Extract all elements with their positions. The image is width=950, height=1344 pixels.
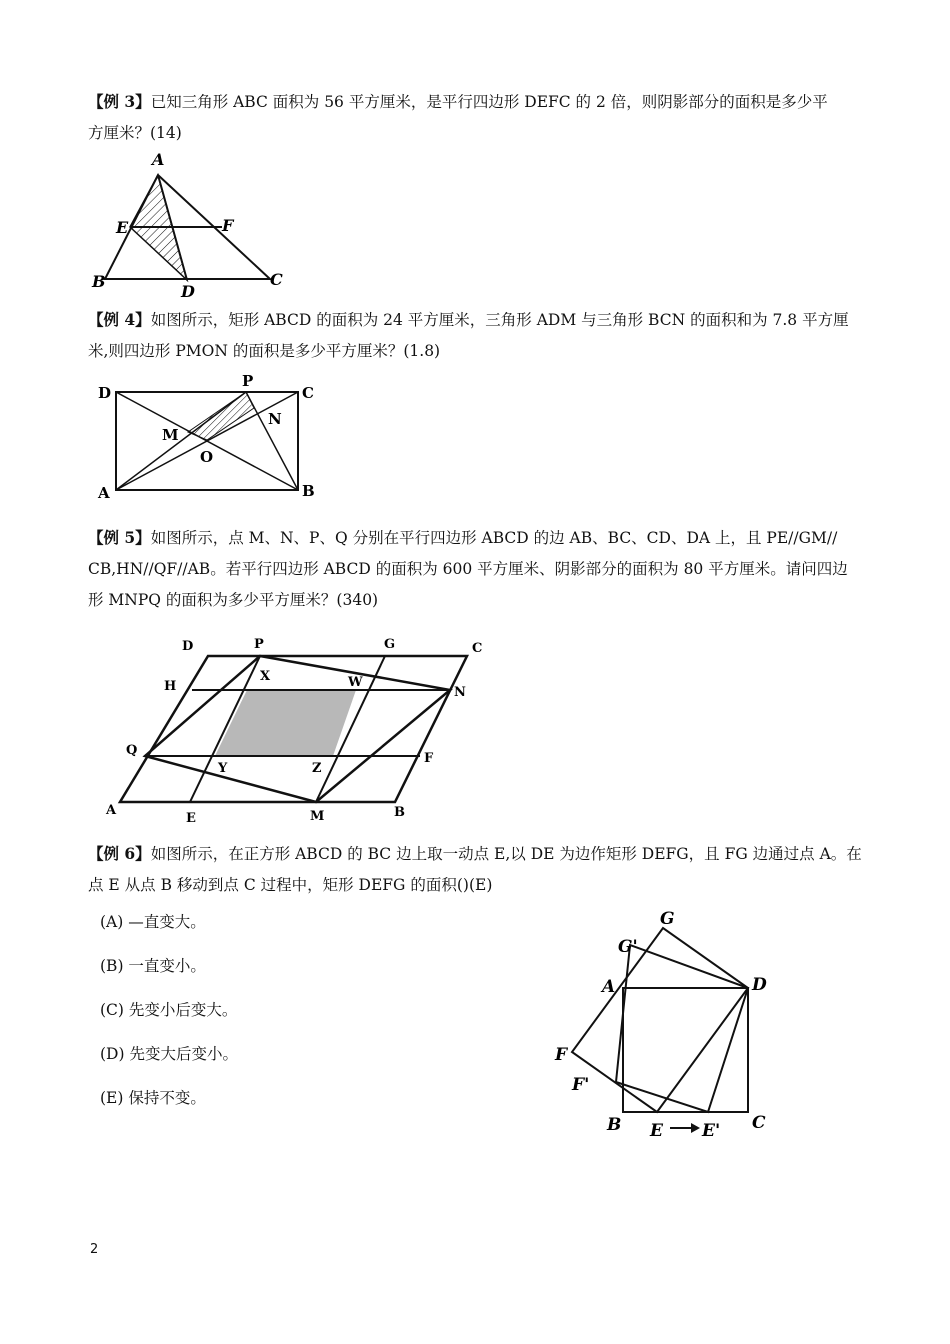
label-e: E [186, 811, 196, 826]
label-c: C [472, 641, 483, 656]
label-e: E [116, 218, 129, 237]
label-f: F [222, 216, 234, 235]
label-a: A [106, 803, 117, 818]
label-g: G [384, 637, 396, 652]
label-a: A [98, 484, 110, 502]
example-5-line1: 如图所示，点 M、N、P、Q 分别在平行四边形 ABCD 的边 AB、BC、CD、DA 上，且 PE//GM// [150, 529, 838, 547]
example-5-line3: 形 MNPQ 的面积为多少平方厘米？(340) [88, 591, 379, 609]
square-abcd [623, 988, 748, 1112]
label-e: E [650, 1121, 663, 1141]
rectangle-de1f1g1 [616, 945, 748, 1112]
label-m: M [310, 809, 325, 824]
label-f: F [424, 751, 434, 766]
option-d: (D) 先变大后变小。 [100, 1045, 238, 1063]
label-e-prime: E' [702, 1121, 721, 1141]
example-6-line1: 如图所示，在正方形 ABCD 的 BC 边上取一动点 E,以 DE 为边作矩形 DEFG，且 FG 边通过点 A。在 [150, 845, 862, 863]
segment-ap [116, 392, 246, 490]
option-e: (E) 保持不变。 [100, 1089, 206, 1107]
label-n: N [454, 685, 466, 700]
label-d: D [98, 384, 112, 402]
example-5-text [88, 522, 868, 616]
example-3-line1: 已知三角形 ABC 面积为 56 平方厘米，是平行四边形 DEFC 的 2 倍，则阴影部分的面积是多少平 [150, 93, 828, 111]
label-w: W [348, 675, 363, 690]
label-f: F [555, 1045, 568, 1065]
example-6-line2: 点 E 从点 B 移动到点 C 过程中，矩形 DEFG 的面积()(E) [88, 876, 493, 894]
example-4-line2: 米,则四边形 PMON 的面积是多少平方厘米？(1.8) [88, 342, 441, 360]
option-b: (B) 一直变小。 [100, 957, 206, 975]
example-5-line2: CB,HN//QF//AB。若平行四边形 ABCD 的面积为 600 平方厘米、阴影部分的面积为 80 平方厘米。请问四边 [88, 560, 848, 578]
example-6-figure [550, 900, 790, 1140]
label-m: M [162, 426, 179, 444]
page-number: 2 [90, 1242, 99, 1257]
example-3-figure [80, 145, 300, 305]
shaded-parallelogram-xwzy [215, 690, 356, 756]
label-d: D [752, 975, 767, 995]
example-6-text [88, 838, 868, 901]
label-d: D [181, 282, 195, 301]
label-o: O [200, 448, 214, 466]
example-6-tag: 【例 6】 [88, 844, 151, 863]
label-x: X [260, 669, 271, 684]
label-g-prime: G' [618, 937, 638, 957]
label-a: A [602, 977, 616, 997]
label-c: C [302, 384, 314, 402]
example-4-tag: 【例 4】 [88, 310, 151, 329]
label-b: B [607, 1115, 622, 1135]
label-b: B [394, 805, 405, 820]
example-3-text [88, 86, 868, 149]
label-p: P [254, 637, 264, 652]
example-4-text [88, 304, 868, 367]
arrow-head-icon [691, 1123, 700, 1133]
example-3-line2: 方厘米？(14) [88, 124, 182, 142]
example-4-figure [90, 368, 330, 508]
label-c: C [752, 1113, 766, 1133]
label-f-prime: F' [572, 1075, 590, 1095]
option-a: (A) —直变大。 [100, 913, 206, 931]
label-c: C [270, 270, 283, 289]
label-a: A [152, 150, 165, 169]
example-5-tag: 【例 5】 [88, 528, 151, 547]
label-q: Q [126, 743, 138, 758]
label-p: P [242, 372, 254, 390]
example-4-line1: 如图所示，矩形 ABCD 的面积为 24 平方厘米，三角形 ADM 与三角形 BCN 的面积和为 7.8 平方厘 [150, 311, 849, 329]
label-b: B [302, 482, 315, 500]
label-y: Y [218, 761, 228, 776]
label-h: H [164, 679, 177, 694]
label-g: G [660, 909, 675, 929]
option-c: (C) 先变小后变大。 [100, 1001, 238, 1019]
example-3-tag: 【例 3】 [88, 92, 151, 111]
label-d: D [182, 639, 194, 654]
label-z: Z [312, 761, 322, 776]
label-b: B [92, 272, 106, 291]
label-n: N [268, 410, 282, 428]
example-5-figure [100, 630, 500, 830]
